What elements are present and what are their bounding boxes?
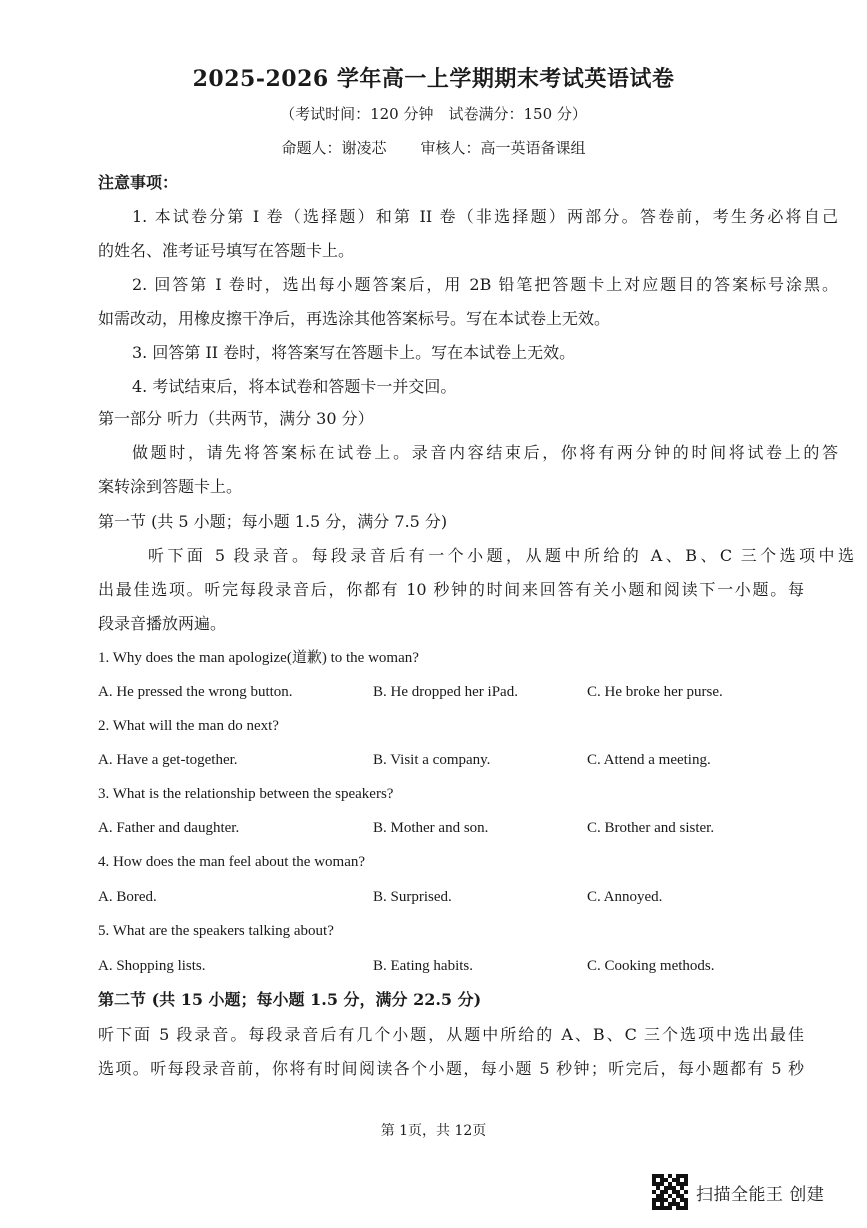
- part1-instruction-line-2: 案转涂到答题卡上。: [98, 477, 243, 496]
- exam-title: 2025-2026 学年高一上学期期末考试英语试卷: [192, 66, 675, 92]
- notice-item-4: 4. 考试结束后，将本试卷和答题卡一并交回。: [132, 377, 457, 396]
- section1-instruction-line-1: 听下面 5 段录音。每段录音后有一个小题，从题中所给的 A、B、C 三个选项中选: [148, 546, 854, 565]
- question-4: 4. How does the man feel about the woman?: [98, 854, 366, 870]
- section2-heading: 第二节 (共 15 小题；每小题 1.5 分，满分 22.5 分): [98, 990, 482, 1009]
- qr-code-icon: [652, 1174, 688, 1210]
- notice-item-1-line-1: 1. 本试卷分第 I 卷（选择题）和第 II 卷（非选择题）两部分。答卷前，考生务必将自己: [132, 207, 838, 226]
- question-3-option-b: B. Mother and son.: [373, 820, 489, 836]
- author-label: 命题人：谢凌芯: [281, 139, 387, 157]
- question-1-option-a: A. He pressed the wrong button.: [98, 684, 293, 700]
- watermark-text: 扫描全能王 创建: [696, 1184, 825, 1205]
- part1-instruction-line-1: 做题时，请先将答案标在试卷上。录音内容结束后，你将有两分钟的时间将试卷上的答: [132, 443, 838, 462]
- question-5-option-a: A. Shopping lists.: [98, 958, 206, 974]
- question-4-option-c: C. Annoyed.: [587, 889, 663, 905]
- exam-subtitle: （考试时间：120 分钟 试卷满分：150 分）: [280, 105, 587, 123]
- question-5: 5. What are the speakers talking about?: [98, 923, 334, 939]
- question-2: 2. What will the man do next?: [98, 718, 279, 734]
- section1-instruction-line-3: 段录音播放两遍。: [98, 614, 227, 633]
- question-1-option-c: C. He broke her purse.: [587, 684, 723, 700]
- notice-item-2-line-2: 如需改动，用橡皮擦干净后，再选涂其他答案标号。写在本试卷上无效。: [98, 309, 611, 328]
- question-2-option-b: B. Visit a company.: [373, 752, 491, 768]
- question-3: 3. What is the relationship between the speakers?: [98, 786, 394, 802]
- question-2-option-a: A. Have a get-together.: [98, 752, 238, 768]
- question-4-option-b: B. Surprised.: [373, 889, 452, 905]
- part1-heading: 第一部分 听力（共两节，满分 30 分）: [98, 409, 374, 428]
- notice-item-1-line-2: 的姓名、准考证号填写在答题卡上。: [98, 241, 355, 260]
- question-1-option-b: B. He dropped her iPad.: [373, 684, 518, 700]
- notice-item-2-line-1: 2. 回答第 I 卷时，选出每小题答案后，用 2B 铅笔把答题卡上对应题目的答案标号涂黑。: [132, 275, 838, 294]
- question-3-option-c: C. Brother and sister.: [587, 820, 715, 836]
- question-5-option-b: B. Eating habits.: [373, 958, 473, 974]
- scanner-watermark: [652, 1172, 824, 1212]
- question-3-option-a: A. Father and daughter.: [98, 820, 240, 836]
- question-1: 1. Why does the man apologize(道歉) to the woman?: [98, 650, 419, 666]
- exam-authors: [0, 137, 867, 158]
- section1-heading: 第一节 (共 5 小题；每小题 1.5 分，满分 7.5 分): [98, 512, 448, 531]
- notice-item-3: 3. 回答第 II 卷时，将答案写在答题卡上。写在本试卷上无效。: [132, 343, 576, 362]
- section1-instruction-line-2: 出最佳选项。听完每段录音后，你都有 10 秒钟的时间来回答有关小题和阅读下一小题。每: [98, 580, 804, 599]
- section2-instruction-line-2: 选项。听每段录音前，你将有时间阅读各个小题，每小题 5 秒钟；听完后，每小题都有 5 秒: [98, 1059, 804, 1078]
- section2-instruction-line-1: 听下面 5 段录音。每段录音后有几个小题，从题中所给的 A、B、C 三个选项中选出最佳: [98, 1025, 804, 1044]
- reviewer-label: 审核人：高一英语备课组: [420, 139, 586, 157]
- question-4-option-a: A. Bored.: [98, 889, 157, 905]
- question-2-option-c: C. Attend a meeting.: [587, 752, 711, 768]
- question-5-option-c: C. Cooking methods.: [587, 958, 715, 974]
- page-number: 第 1页，共 12页: [380, 1123, 487, 1139]
- notice-heading: 注意事项：: [98, 173, 179, 192]
